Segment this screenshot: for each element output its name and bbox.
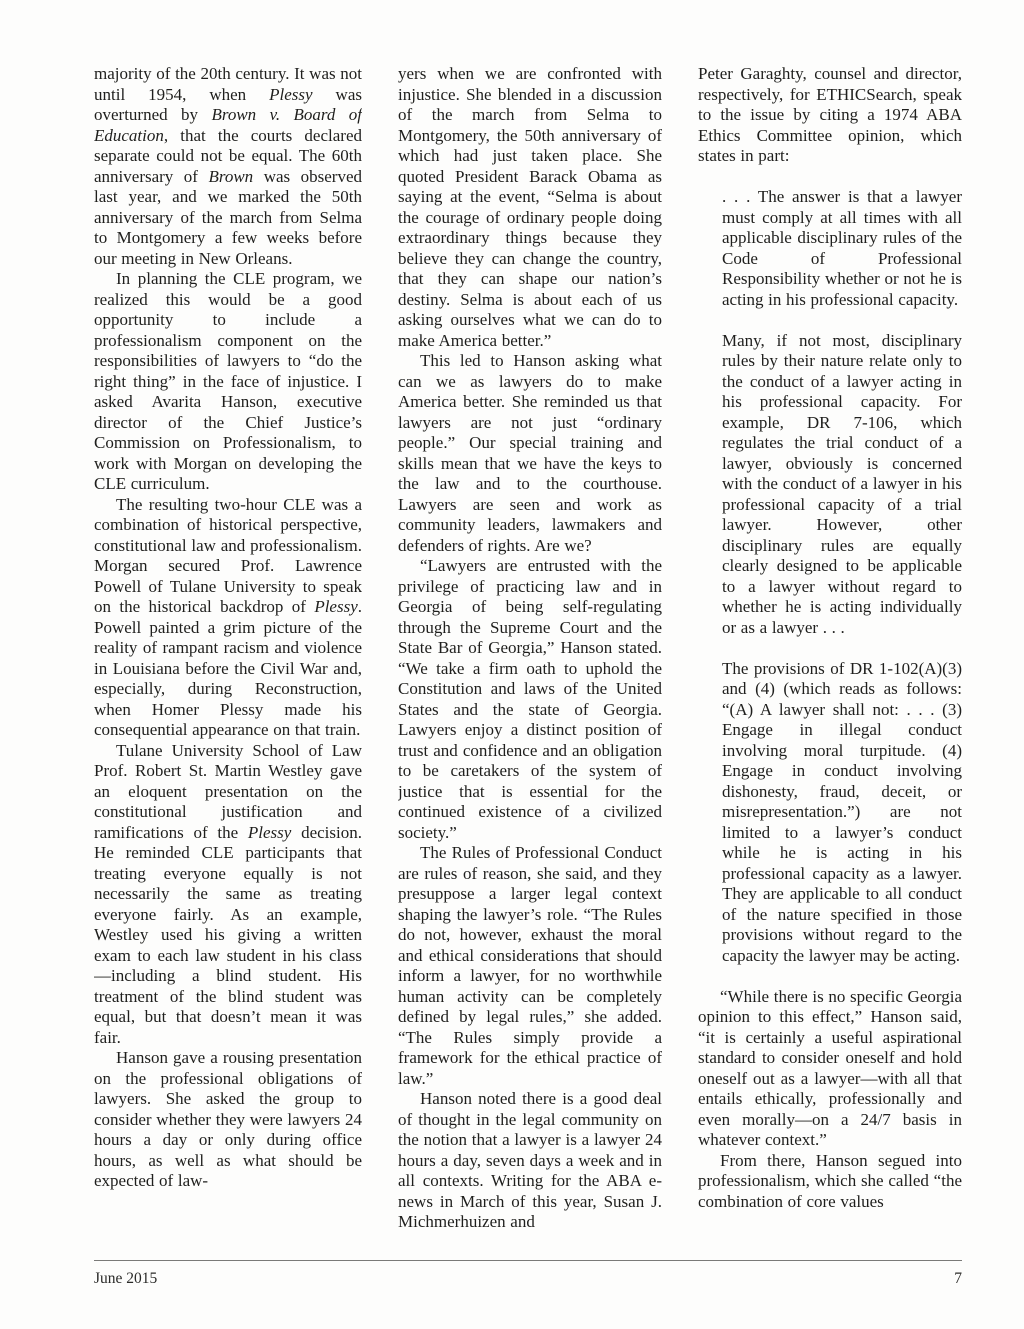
paragraph: The resulting two-hour CLE was a combination of historical perspective, constitutional law and professionalism. Morgan secured Prof. Lawrence Powell of Tulane University to speak on the historical backdrop of Plessy. Powell painted a grim picture of the reality of rampant racism and violence in Louisiana before the Civil War and, especially, during Reconstruction, when Homer Plessy made his consequential appearance on that train. [94, 494, 362, 739]
footer-page-number: 7 [954, 1270, 962, 1287]
paragraph: This led to Hanson asking what can we as lawyers do to make America better. She reminded us that lawyers are not just “ordinary people.” Our special training and skills mean that we have the keys to the law and to the courthouse. Lawyers are seen and work as community leaders, lawmakers and defenders of rights. Are we? [398, 351, 662, 555]
paragraph: Hanson gave a rousing presentation on the professional obligations of lawyers. She asked the group to consider whether they were lawyers 24 hours a day or only during office hours, as well as what should be expected of law- [94, 1048, 362, 1190]
footer-issue-date: June 2015 [94, 1270, 158, 1287]
block-quote: . . . The answer is that a lawyer must comply at all times with all applicable disciplinary rules of the Code of Professional Responsibility whether or not he is acting in his professional capacity. [722, 187, 962, 309]
paragraph: The Rules of Professional Conduct are rules of reason, she said, and they presuppose a larger legal context shaping the lawyer’s role. “The Rules do not, however, exhaust the moral and ethical considerations that should inform a lawyer, for no worthwhile human activity can be completely defined by legal rules,” she added. “The Rules simply provide a framework for the ethical practice of law.” [398, 843, 662, 1088]
column-1 [94, 64, 362, 1254]
paragraph: Tulane University School of Law Prof. Robert St. Martin Westley gave an eloquent presentation on the constitutional justification and ramifications of the Plessy decision. He reminded CLE participants that treating everyone equally is not necessarily the same as treating everyone fairly. As an example, Westley used his giving a written exam to each law student in his class—including a blind student. His treatment of the blind student was equal, but that doesn’t mean it was fair. [94, 740, 362, 1047]
page-footer [94, 1260, 962, 1288]
paragraph: yers when we are confronted with injustice. She blended in a discussion of the march from Selma to Montgomery, the 50th anniversary of which had just taken place. She quoted President Barack Obama as saying at the event, “Selma is about the courage of ordinary people doing extraordinary things because they believe they can change the country, that they can shape our nation’s destiny. Selma is about each of us asking ourselves what we can do to make America better.” [398, 64, 662, 350]
block-quote: The provisions of DR 1-102(A)(3) and (4) (which reads as follows: “(A) A lawyer shall not: . . . (3) Engage in illegal conduct involving moral turpitude. (4) Engage in conduct involving dishonesty, fraud, deceit, or misrepresentation.”) are not limited to a lawyer’s conduct while he is acting in his professional capacity as a lawyer. They are applicable to all conduct of the nature specified in those provisions without regard to the capacity the lawyer may be acting. [722, 658, 962, 965]
paragraph: “While there is no specific Georgia opinion to this effect,” Hanson said, “it is certainly a useful aspirational standard to consider oneself and hold oneself out as a lawyer—with all that entails ethically, professionally and even morally—on a 24/7 basis in whatever context.” [698, 986, 962, 1149]
column-3 [698, 64, 962, 1254]
block-quote: Many, if not most, disciplinary rules by their nature relate only to the conduct of a lawyer acting in his professional capacity. For example, DR 7-106, which regulates the trial conduct of a lawyer, obviously is concerned with the conduct of a lawyer in his professional capacity of a trial lawyer. However, other disciplinary rules are equally clearly designed to be applicable to a lawyer without regard to whether he is acting individually or as a lawyer . . . [722, 330, 962, 637]
paragraph: Peter Garaghty, counsel and director, respectively, for ETHICSearch, speak to the issue by citing a 1974 ABA Ethics Committee opinion, which states in part: [698, 64, 962, 165]
paragraph: “Lawyers are entrusted with the privilege of practicing law and in Georgia of being self-regulating through the Supreme Court and the State Bar of Georgia,” Hanson stated. “We take a firm oath to uphold the Constitution and laws of the United States and the state of Georgia. Lawyers enjoy a distinct position of trust and confidence and an obligation to be caretakers of the system of justice that is essential for the continued existence of a civilized society.” [398, 556, 662, 842]
article-body [94, 64, 962, 1254]
paragraph: From there, Hanson segued into professionalism, which she called “the combination of core values [698, 1150, 962, 1211]
paragraph: In planning the CLE program, we realized this would be a good opportunity to include a professionalism component on the responsibilities of lawyers to “do the right thing” in the face of injustice. I asked Avarita Hanson, executive director of the Chief Justice’s Commission on Professionalism, to work with Morgan on developing the CLE curriculum. [94, 269, 362, 493]
paragraph: Hanson noted there is a good deal of thought in the legal community on the notion that a lawyer is a lawyer 24 hours a day, seven days a week and in all contexts. Writing for the ABA e-news in March of this year, Susan J. Michmerhuizen and [398, 1089, 662, 1231]
footer-rule [94, 1260, 962, 1261]
paragraph: majority of the 20th century. It was not until 1954, when Plessy was overturned by Brown v. Board of Education, that the courts declared separate could not be equal. The 60th anniversary of Brown was observed last year, and we marked the 50th anniversary of the march from Selma to Montgomery a few weeks before our meeting in New Orleans. [94, 64, 362, 268]
column-2 [398, 64, 662, 1254]
footer-row [94, 1270, 962, 1288]
